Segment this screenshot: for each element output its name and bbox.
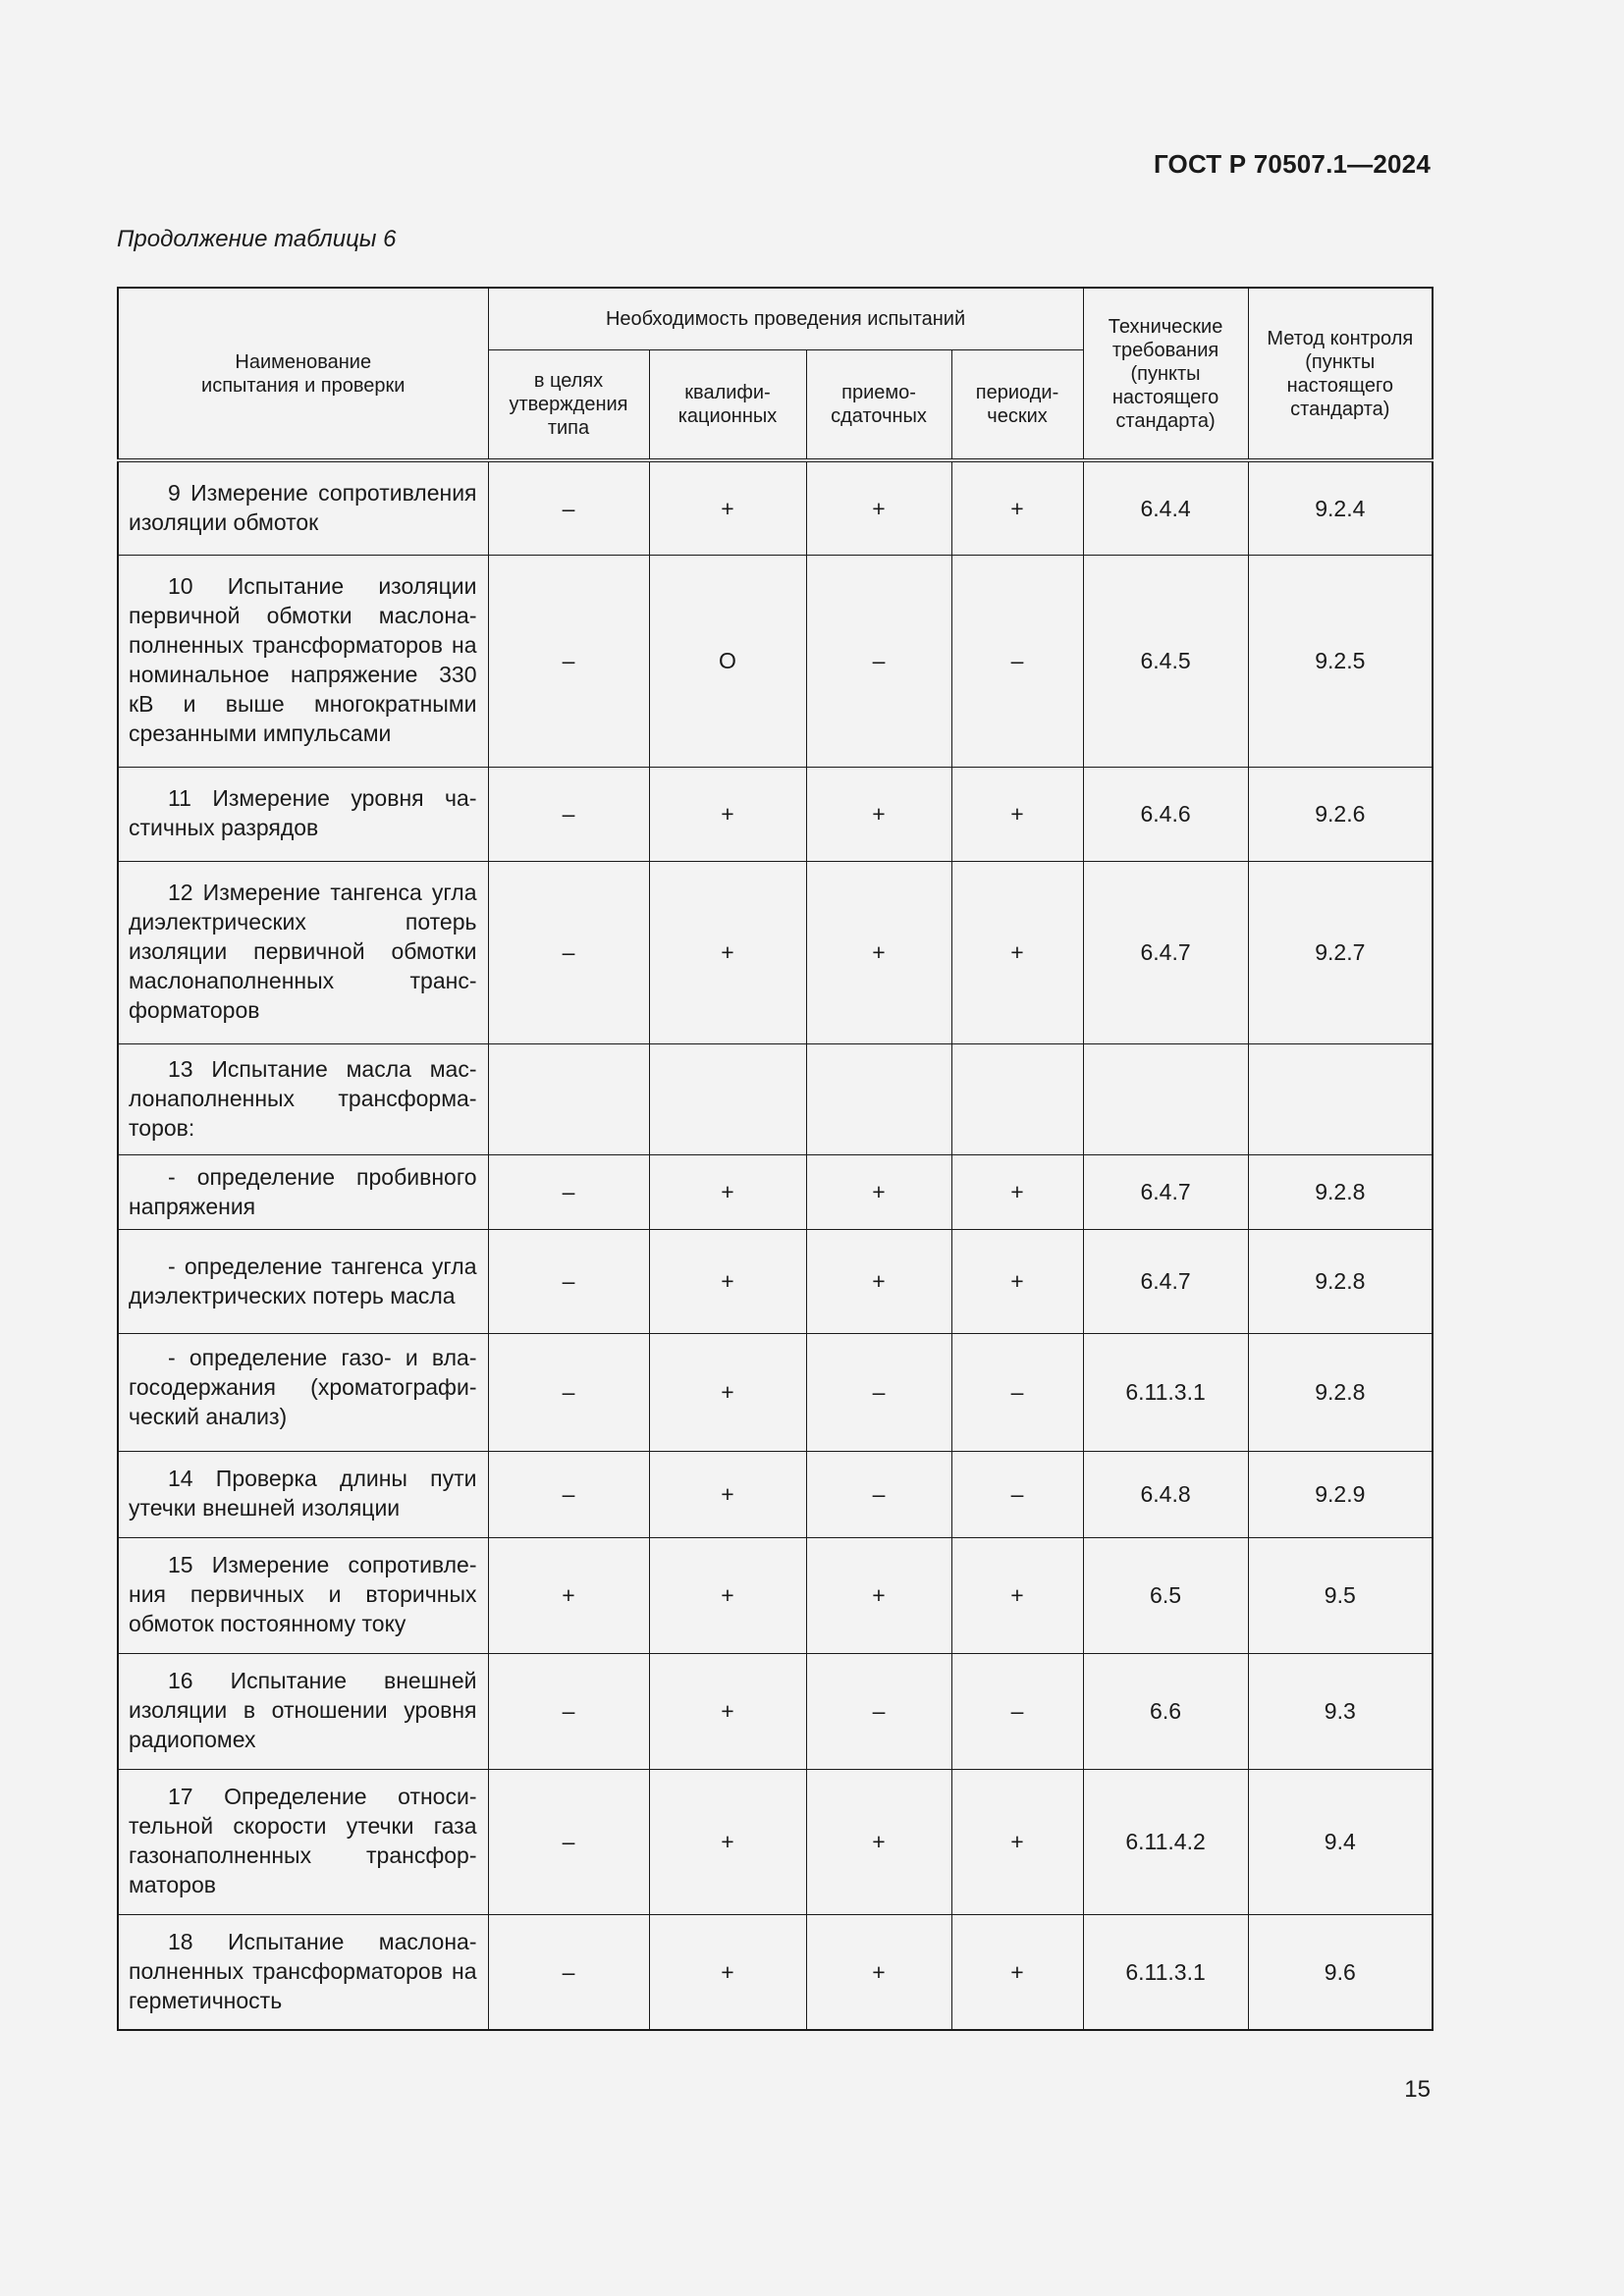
tech-req-cell: 6.4.7: [1083, 861, 1248, 1043]
type-approval-cell: –: [488, 767, 649, 861]
page-number: 15: [1404, 2076, 1431, 2103]
tech-req-cell: 6.4.4: [1083, 460, 1248, 555]
acceptance-cell: –: [806, 1653, 951, 1769]
tech-req-cell: 6.4.7: [1083, 1154, 1248, 1229]
periodic-cell: –: [951, 555, 1083, 767]
qualification-cell: +: [649, 1451, 806, 1537]
acceptance-cell: +: [806, 1769, 951, 1914]
method-cell: 9.5: [1248, 1537, 1433, 1653]
header-type-approval: в целях утверждения типа: [488, 350, 649, 461]
table-row: [118, 1043, 1433, 1154]
empty-cell: [951, 1043, 1083, 1154]
method-cell: 9.3: [1248, 1653, 1433, 1769]
type-approval-cell: –: [488, 460, 649, 555]
method-cell: 9.2.4: [1248, 460, 1433, 555]
type-approval-cell: –: [488, 1451, 649, 1537]
table-row: [118, 1769, 1433, 1914]
method-cell: 9.2.7: [1248, 861, 1433, 1043]
acceptance-cell: –: [806, 1333, 951, 1451]
periodic-cell: +: [951, 1154, 1083, 1229]
header-control-method: Метод контроля (пункты настоящего стандарта): [1248, 288, 1433, 460]
qualification-cell: +: [649, 1154, 806, 1229]
table-row: [118, 1333, 1433, 1451]
test-name: - определение пробивного напряжения: [118, 1154, 488, 1229]
table-row: [118, 1653, 1433, 1769]
empty-cell: [806, 1043, 951, 1154]
tech-req-cell: 6.4.5: [1083, 555, 1248, 767]
test-name: - определение газо- и влагосодержания (хроматографический анализ): [118, 1333, 488, 1451]
type-approval-cell: –: [488, 1769, 649, 1914]
type-approval-cell: –: [488, 861, 649, 1043]
test-name: 17 Определение относительной скорости утечки газа газонаполненных трансформаторов: [118, 1769, 488, 1914]
acceptance-cell: +: [806, 767, 951, 861]
test-name: 12 Измерение тангенса угла диэлектрических потерь изоляции первичной обмотки маслонаполненных трансформаторов: [118, 861, 488, 1043]
periodic-cell: +: [951, 1914, 1083, 2030]
table-caption: Продолжение таблицы 6: [117, 226, 397, 252]
table-row: [118, 555, 1433, 767]
test-name: 18 Испытание маслонаполненных трансформаторов на герметичность: [118, 1914, 488, 2030]
table-row: [118, 861, 1433, 1043]
qualification-cell: +: [649, 1333, 806, 1451]
header-test-name: Наименование испытания и проверки: [118, 288, 488, 460]
type-approval-cell: –: [488, 1653, 649, 1769]
test-name: 16 Испытание внешней изоляции в отношении уровня радиопомех: [118, 1653, 488, 1769]
periodic-cell: +: [951, 1537, 1083, 1653]
periodic-cell: +: [951, 1769, 1083, 1914]
table-row: [118, 1451, 1433, 1537]
document-code: ГОСТ Р 70507.1—2024: [1153, 149, 1431, 179]
qualification-cell: O: [649, 555, 806, 767]
method-cell: 9.2.8: [1248, 1229, 1433, 1333]
qualification-cell: +: [649, 1653, 806, 1769]
type-approval-cell: –: [488, 1914, 649, 2030]
periodic-cell: +: [951, 861, 1083, 1043]
method-cell: 9.2.8: [1248, 1154, 1433, 1229]
type-approval-cell: –: [488, 1333, 649, 1451]
type-approval-cell: –: [488, 1229, 649, 1333]
tech-req-cell: 6.4.8: [1083, 1451, 1248, 1537]
periodic-cell: –: [951, 1333, 1083, 1451]
test-name: 10 Испытание изоляции первичной обмотки маслонаполненных трансформаторов на номинальное напряжение 330 кВ и выше многократными срезанными импульсами: [118, 555, 488, 767]
empty-cell: [649, 1043, 806, 1154]
acceptance-cell: +: [806, 1914, 951, 2030]
header-acceptance: приемо- сдаточных: [806, 350, 951, 461]
table-row: [118, 460, 1433, 555]
qualification-cell: +: [649, 1769, 806, 1914]
tech-req-cell: 6.4.6: [1083, 767, 1248, 861]
test-name: 13 Испытание масла маслонаполненных трансформаторов:: [118, 1043, 488, 1154]
tech-req-cell: 6.4.7: [1083, 1229, 1248, 1333]
header-technical-requirements: Технические требования (пункты настоящего стандарта): [1083, 288, 1248, 460]
table-row: [118, 767, 1433, 861]
header-tests-necessity: Необходимость проведения испытаний: [488, 288, 1083, 350]
header-periodic: периоди- ческих: [951, 350, 1083, 461]
acceptance-cell: +: [806, 460, 951, 555]
test-name: - определение тангенса угла диэлектрических потерь масла: [118, 1229, 488, 1333]
periodic-cell: +: [951, 460, 1083, 555]
type-approval-cell: –: [488, 1154, 649, 1229]
qualification-cell: +: [649, 1914, 806, 2030]
qualification-cell: +: [649, 1537, 806, 1653]
test-name: 11 Измерение уровня частичных разрядов: [118, 767, 488, 861]
method-cell: 9.6: [1248, 1914, 1433, 2030]
test-name: 9 Измерение сопротивления изоляции обмоток: [118, 460, 488, 555]
tech-req-cell: 6.6: [1083, 1653, 1248, 1769]
acceptance-cell: +: [806, 1537, 951, 1653]
test-name: 14 Проверка длины пути утечки внешней изоляции: [118, 1451, 488, 1537]
empty-cell: [1248, 1043, 1433, 1154]
method-cell: 9.2.6: [1248, 767, 1433, 861]
type-approval-cell: –: [488, 555, 649, 767]
periodic-cell: +: [951, 767, 1083, 861]
qualification-cell: +: [649, 767, 806, 861]
acceptance-cell: +: [806, 1154, 951, 1229]
header-qualification: квалифи- кационных: [649, 350, 806, 461]
qualification-cell: +: [649, 460, 806, 555]
method-cell: 9.2.9: [1248, 1451, 1433, 1537]
method-cell: 9.4: [1248, 1769, 1433, 1914]
periodic-cell: –: [951, 1451, 1083, 1537]
tech-req-cell: 6.11.3.1: [1083, 1914, 1248, 2030]
tech-req-cell: 6.11.4.2: [1083, 1769, 1248, 1914]
table-row: [118, 1914, 1433, 2030]
table-row: [118, 1154, 1433, 1229]
acceptance-cell: +: [806, 861, 951, 1043]
tech-req-cell: 6.11.3.1: [1083, 1333, 1248, 1451]
test-name: 15 Измерение сопротивления первичных и вторичных обмоток постоянному току: [118, 1537, 488, 1653]
qualification-cell: +: [649, 1229, 806, 1333]
method-cell: 9.2.8: [1248, 1333, 1433, 1451]
type-approval-cell: +: [488, 1537, 649, 1653]
acceptance-cell: –: [806, 555, 951, 767]
periodic-cell: +: [951, 1229, 1083, 1333]
empty-cell: [1083, 1043, 1248, 1154]
qualification-cell: +: [649, 861, 806, 1043]
method-cell: 9.2.5: [1248, 555, 1433, 767]
periodic-cell: –: [951, 1653, 1083, 1769]
table-row: [118, 1229, 1433, 1333]
acceptance-cell: –: [806, 1451, 951, 1537]
acceptance-cell: +: [806, 1229, 951, 1333]
tech-req-cell: 6.5: [1083, 1537, 1248, 1653]
empty-cell: [488, 1043, 649, 1154]
tests-table: [117, 287, 1434, 2031]
table-row: [118, 1537, 1433, 1653]
